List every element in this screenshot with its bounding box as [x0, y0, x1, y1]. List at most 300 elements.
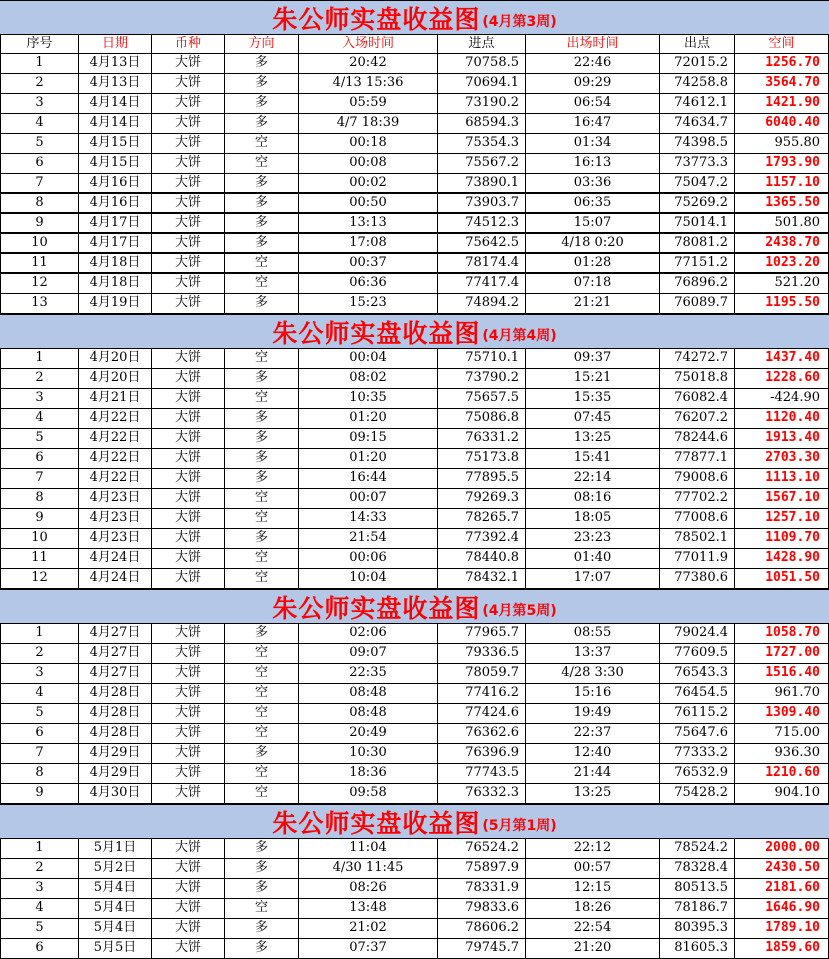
- table-row: [0, 54, 829, 74]
- col-exit-price: 77380.6: [660, 569, 735, 588]
- col-entry-time: 00:07: [299, 489, 438, 508]
- col-seq: 2: [0, 74, 79, 93]
- header-entry-time: 入场时间: [299, 35, 438, 53]
- section-banner: [0, 589, 829, 624]
- col-entry-time: 00:37: [299, 254, 438, 272]
- col-profit: 3564.70: [735, 74, 829, 93]
- col-profit: 1257.10: [735, 509, 829, 528]
- table-row: [0, 369, 829, 389]
- col-entry-price: 74512.3: [438, 214, 526, 232]
- col-entry-price: 68594.3: [438, 114, 526, 133]
- col-entry-price: 76524.2: [438, 839, 526, 858]
- col-exit-time: 22:54: [526, 919, 660, 938]
- col-direction: 空: [225, 509, 299, 528]
- col-profit: 1023.20: [735, 254, 829, 272]
- col-coin: 大饼: [152, 489, 225, 508]
- table-row: [0, 684, 829, 704]
- col-exit-price: 78524.2: [660, 839, 735, 858]
- col-exit-time: 21:20: [526, 939, 660, 958]
- col-seq: 7: [0, 469, 79, 488]
- col-profit: 521.20: [735, 274, 829, 293]
- col-exit-price: 77609.5: [660, 644, 735, 663]
- week-section: [0, 589, 829, 804]
- col-seq: 6: [0, 939, 79, 958]
- col-entry-time: 00:04: [299, 349, 438, 368]
- col-exit-price: 78081.2: [660, 234, 735, 252]
- col-entry-price: 74894.2: [438, 294, 526, 313]
- section-banner: [0, 804, 829, 839]
- col-seq: 3: [0, 389, 79, 408]
- col-entry-price: 77392.4: [438, 529, 526, 548]
- col-exit-price: 75014.1: [660, 214, 735, 232]
- col-exit-price: 78502.1: [660, 529, 735, 548]
- col-entry-time: 09:07: [299, 644, 438, 663]
- col-entry-time: 14:33: [299, 509, 438, 528]
- col-entry-time: 08:02: [299, 369, 438, 388]
- col-exit-time: 19:49: [526, 704, 660, 723]
- col-exit-price: 74634.7: [660, 114, 735, 133]
- col-direction: 多: [225, 74, 299, 93]
- col-coin: 大饼: [152, 389, 225, 408]
- col-coin: 大饼: [152, 74, 225, 93]
- col-profit: 1421.90: [735, 94, 829, 113]
- col-date: 4月23日: [79, 529, 152, 548]
- table-row: [0, 94, 829, 114]
- col-entry-time: 13:48: [299, 899, 438, 918]
- col-date: 4月30日: [79, 784, 152, 803]
- col-seq: 5: [0, 134, 79, 153]
- table-row: [0, 919, 829, 939]
- col-profit: 1567.10: [735, 489, 829, 508]
- table-row: [0, 704, 829, 724]
- header-date: 日期: [79, 35, 152, 53]
- col-exit-time: 4/18 0:20: [526, 234, 660, 252]
- col-seq: 5: [0, 919, 79, 938]
- col-entry-price: 75642.5: [438, 234, 526, 252]
- col-exit-time: 22:14: [526, 469, 660, 488]
- col-coin: 大饼: [152, 744, 225, 763]
- table-row: [0, 194, 829, 214]
- col-entry-price: 77424.6: [438, 704, 526, 723]
- col-exit-price: 77877.1: [660, 449, 735, 468]
- col-direction: 多: [225, 409, 299, 428]
- col-coin: 大饼: [152, 784, 225, 803]
- table-row: [0, 74, 829, 94]
- col-profit: 501.80: [735, 214, 829, 232]
- col-date: 4月17日: [79, 214, 152, 232]
- col-profit: 961.70: [735, 684, 829, 703]
- col-exit-price: 76089.7: [660, 294, 735, 313]
- col-seq: 6: [0, 724, 79, 743]
- col-entry-price: 77417.4: [438, 274, 526, 293]
- col-exit-time: 06:54: [526, 94, 660, 113]
- col-entry-time: 18:36: [299, 764, 438, 783]
- col-date: 4月18日: [79, 254, 152, 272]
- col-direction: 多: [225, 919, 299, 938]
- col-coin: 大饼: [152, 449, 225, 468]
- col-profit: 1913.40: [735, 429, 829, 448]
- col-entry-time: 13:13: [299, 214, 438, 232]
- header-profit: 空间: [735, 35, 829, 53]
- col-date: 4月19日: [79, 294, 152, 313]
- col-entry-time: 10:35: [299, 389, 438, 408]
- col-exit-time: 22:12: [526, 839, 660, 858]
- col-entry-time: 00:50: [299, 194, 438, 212]
- col-exit-price: 78244.6: [660, 429, 735, 448]
- header-dir: 方向: [225, 35, 299, 53]
- col-seq: 4: [0, 409, 79, 428]
- col-date: 5月2日: [79, 859, 152, 878]
- col-date: 4月22日: [79, 469, 152, 488]
- col-coin: 大饼: [152, 859, 225, 878]
- col-profit: 2430.50: [735, 859, 829, 878]
- table-row: [0, 624, 829, 644]
- col-exit-price: 77333.2: [660, 744, 735, 763]
- col-profit: 715.00: [735, 724, 829, 743]
- col-profit: 1058.70: [735, 624, 829, 643]
- section-subtitle: (4月第5周): [482, 602, 557, 619]
- table-row: [0, 114, 829, 134]
- col-direction: 空: [225, 154, 299, 173]
- col-entry-price: 78174.4: [438, 254, 526, 272]
- col-date: 5月4日: [79, 919, 152, 938]
- col-exit-price: 72015.2: [660, 54, 735, 73]
- table-row: [0, 254, 829, 274]
- col-profit: 955.80: [735, 134, 829, 153]
- col-profit: 1309.40: [735, 704, 829, 723]
- col-entry-price: 75086.8: [438, 409, 526, 428]
- col-direction: 多: [225, 369, 299, 388]
- col-date: 4月29日: [79, 744, 152, 763]
- col-exit-price: 79024.4: [660, 624, 735, 643]
- col-entry-price: 73890.1: [438, 174, 526, 192]
- col-exit-time: 13:37: [526, 644, 660, 663]
- col-entry-price: 73903.7: [438, 194, 526, 212]
- col-entry-price: 79833.6: [438, 899, 526, 918]
- table-row: [0, 274, 829, 294]
- col-exit-time: 22:37: [526, 724, 660, 743]
- col-coin: 大饼: [152, 529, 225, 548]
- col-exit-time: 21:21: [526, 294, 660, 313]
- col-profit: 1859.60: [735, 939, 829, 958]
- col-coin: 大饼: [152, 429, 225, 448]
- col-profit: 1051.50: [735, 569, 829, 588]
- col-exit-time: 13:25: [526, 784, 660, 803]
- col-entry-time: 21:54: [299, 529, 438, 548]
- col-entry-time: 00:08: [299, 154, 438, 173]
- table-row: [0, 294, 829, 314]
- col-coin: 大饼: [152, 644, 225, 663]
- col-direction: 多: [225, 744, 299, 763]
- col-profit: 1113.10: [735, 469, 829, 488]
- col-date: 4月28日: [79, 684, 152, 703]
- col-entry-price: 79745.7: [438, 939, 526, 958]
- col-direction: 多: [225, 294, 299, 313]
- header-coin: 币种: [152, 35, 225, 53]
- col-date: 5月4日: [79, 879, 152, 898]
- table-row: [0, 839, 829, 859]
- col-entry-price: 79336.5: [438, 644, 526, 663]
- col-date: 4月21日: [79, 389, 152, 408]
- col-profit: 2438.70: [735, 234, 829, 252]
- table-row: [0, 429, 829, 449]
- table-row: [0, 549, 829, 569]
- col-profit: 1228.60: [735, 369, 829, 388]
- col-coin: 大饼: [152, 294, 225, 313]
- col-seq: 4: [0, 114, 79, 133]
- week-section: [0, 0, 829, 314]
- col-exit-time: 15:35: [526, 389, 660, 408]
- col-entry-price: 75897.9: [438, 859, 526, 878]
- col-exit-price: 77008.6: [660, 509, 735, 528]
- table-row: [0, 469, 829, 489]
- col-entry-time: 4/30 11:45: [299, 859, 438, 878]
- table-row: [0, 509, 829, 529]
- col-entry-time: 20:49: [299, 724, 438, 743]
- col-exit-price: 76454.5: [660, 684, 735, 703]
- table-row: [0, 234, 829, 254]
- table-row: [0, 859, 829, 879]
- col-seq: 1: [0, 839, 79, 858]
- col-exit-time: 01:40: [526, 549, 660, 568]
- section-subtitle: (4月第4周): [482, 327, 557, 344]
- col-profit: 1365.50: [735, 194, 829, 212]
- col-date: 5月5日: [79, 939, 152, 958]
- col-exit-time: 15:41: [526, 449, 660, 468]
- col-exit-price: 75047.2: [660, 174, 735, 192]
- col-date: 4月24日: [79, 569, 152, 588]
- col-date: 4月14日: [79, 114, 152, 133]
- col-date: 4月27日: [79, 644, 152, 663]
- col-date: 4月24日: [79, 549, 152, 568]
- col-entry-price: 75657.5: [438, 389, 526, 408]
- col-seq: 11: [0, 254, 79, 272]
- col-exit-time: 06:35: [526, 194, 660, 212]
- col-seq: 10: [0, 529, 79, 548]
- col-coin: 大饼: [152, 569, 225, 588]
- col-exit-time: 08:16: [526, 489, 660, 508]
- table-row: [0, 569, 829, 589]
- col-profit: 1793.90: [735, 154, 829, 173]
- col-entry-price: 77965.7: [438, 624, 526, 643]
- col-seq: 12: [0, 569, 79, 588]
- col-exit-price: 74258.8: [660, 74, 735, 93]
- header-seq: 序号: [0, 35, 79, 53]
- col-entry-time: 01:20: [299, 449, 438, 468]
- col-direction: 多: [225, 529, 299, 548]
- col-profit: 2000.00: [735, 839, 829, 858]
- col-entry-time: 10:30: [299, 744, 438, 763]
- col-entry-price: 77743.5: [438, 764, 526, 783]
- col-exit-time: 07:18: [526, 274, 660, 293]
- col-coin: 大饼: [152, 234, 225, 252]
- col-entry-price: 73790.2: [438, 369, 526, 388]
- col-direction: 空: [225, 349, 299, 368]
- col-entry-time: 17:08: [299, 234, 438, 252]
- col-entry-time: 20:42: [299, 54, 438, 73]
- col-entry-time: 00:02: [299, 174, 438, 192]
- col-exit-time: 23:23: [526, 529, 660, 548]
- col-entry-time: 07:37: [299, 939, 438, 958]
- col-entry-price: 70758.5: [438, 54, 526, 73]
- col-date: 4月22日: [79, 429, 152, 448]
- col-coin: 大饼: [152, 899, 225, 918]
- col-coin: 大饼: [152, 369, 225, 388]
- col-entry-time: 21:02: [299, 919, 438, 938]
- col-profit: 1210.60: [735, 764, 829, 783]
- table-row: [0, 939, 829, 959]
- col-coin: 大饼: [152, 409, 225, 428]
- col-seq: 3: [0, 879, 79, 898]
- col-profit: 1120.40: [735, 409, 829, 428]
- col-date: 4月16日: [79, 194, 152, 212]
- table-row: [0, 784, 829, 804]
- col-direction: 空: [225, 569, 299, 588]
- col-profit: 1789.10: [735, 919, 829, 938]
- col-direction: 多: [225, 469, 299, 488]
- col-exit-price: 77702.2: [660, 489, 735, 508]
- col-coin: 大饼: [152, 724, 225, 743]
- col-seq: 13: [0, 294, 79, 313]
- col-direction: 多: [225, 54, 299, 73]
- col-exit-price: 74272.7: [660, 349, 735, 368]
- col-exit-time: 17:07: [526, 569, 660, 588]
- col-coin: 大饼: [152, 54, 225, 73]
- week-section: [0, 804, 829, 959]
- col-entry-time: 10:04: [299, 569, 438, 588]
- col-entry-price: 75567.2: [438, 154, 526, 173]
- col-exit-price: 76207.2: [660, 409, 735, 428]
- col-seq: 3: [0, 94, 79, 113]
- col-direction: 空: [225, 134, 299, 153]
- col-entry-time: 08:48: [299, 704, 438, 723]
- col-date: 4月22日: [79, 409, 152, 428]
- table-row: [0, 529, 829, 549]
- col-coin: 大饼: [152, 549, 225, 568]
- col-coin: 大饼: [152, 114, 225, 133]
- col-entry-time: 09:15: [299, 429, 438, 448]
- section-subtitle: (4月第3周): [482, 13, 557, 30]
- col-seq: 3: [0, 664, 79, 683]
- col-exit-time: 13:25: [526, 429, 660, 448]
- col-date: 5月1日: [79, 839, 152, 858]
- col-exit-time: 18:26: [526, 899, 660, 918]
- col-direction: 空: [225, 724, 299, 743]
- col-coin: 大饼: [152, 509, 225, 528]
- col-coin: 大饼: [152, 624, 225, 643]
- col-profit: 2703.30: [735, 449, 829, 468]
- col-exit-time: 12:40: [526, 744, 660, 763]
- col-coin: 大饼: [152, 134, 225, 153]
- col-profit: 2181.60: [735, 879, 829, 898]
- col-exit-price: 78186.7: [660, 899, 735, 918]
- col-seq: 11: [0, 549, 79, 568]
- col-seq: 2: [0, 859, 79, 878]
- col-coin: 大饼: [152, 349, 225, 368]
- col-seq: 8: [0, 194, 79, 212]
- section-banner: [0, 0, 829, 35]
- col-seq: 8: [0, 764, 79, 783]
- col-direction: 空: [225, 489, 299, 508]
- col-profit: 6040.40: [735, 114, 829, 133]
- col-coin: 大饼: [152, 254, 225, 272]
- col-entry-price: 75710.1: [438, 349, 526, 368]
- col-exit-price: 75018.8: [660, 369, 735, 388]
- col-exit-time: 22:46: [526, 54, 660, 73]
- col-exit-price: 76115.2: [660, 704, 735, 723]
- col-entry-price: 77416.2: [438, 684, 526, 703]
- table-row: [0, 409, 829, 429]
- col-seq: 7: [0, 744, 79, 763]
- col-coin: 大饼: [152, 214, 225, 232]
- col-exit-time: 03:36: [526, 174, 660, 192]
- col-exit-price: 74612.1: [660, 94, 735, 113]
- col-direction: 空: [225, 684, 299, 703]
- col-direction: 多: [225, 114, 299, 133]
- header-exit: 出点: [660, 35, 735, 53]
- table-row: [0, 154, 829, 174]
- col-entry-time: 01:20: [299, 409, 438, 428]
- col-exit-price: 73773.3: [660, 154, 735, 173]
- col-date: 4月15日: [79, 134, 152, 153]
- col-exit-time: 15:16: [526, 684, 660, 703]
- col-profit: 1437.40: [735, 349, 829, 368]
- section-subtitle: (5月第1周): [482, 817, 557, 834]
- col-exit-price: 80513.5: [660, 879, 735, 898]
- col-direction: 多: [225, 234, 299, 252]
- col-date: 4月28日: [79, 724, 152, 743]
- col-profit: 936.30: [735, 744, 829, 763]
- col-profit: 1109.70: [735, 529, 829, 548]
- col-direction: 空: [225, 254, 299, 272]
- col-entry-price: 76362.6: [438, 724, 526, 743]
- col-coin: 大饼: [152, 469, 225, 488]
- col-seq: 6: [0, 154, 79, 173]
- col-exit-time: 18:05: [526, 509, 660, 528]
- col-coin: 大饼: [152, 704, 225, 723]
- col-coin: 大饼: [152, 684, 225, 703]
- col-exit-price: 79008.6: [660, 469, 735, 488]
- col-exit-time: 08:55: [526, 624, 660, 643]
- col-exit-price: 80395.3: [660, 919, 735, 938]
- col-coin: 大饼: [152, 879, 225, 898]
- col-profit: 1157.10: [735, 174, 829, 192]
- col-direction: 空: [225, 274, 299, 293]
- col-coin: 大饼: [152, 939, 225, 958]
- col-exit-price: 76896.2: [660, 274, 735, 293]
- section-title: 朱公师实盘收益图: [272, 808, 481, 838]
- col-seq: 6: [0, 449, 79, 468]
- table-row: [0, 389, 829, 409]
- col-exit-price: 81605.3: [660, 939, 735, 958]
- col-seq: 5: [0, 704, 79, 723]
- col-entry-price: 75354.3: [438, 134, 526, 153]
- col-date: 4月16日: [79, 174, 152, 192]
- col-seq: 4: [0, 899, 79, 918]
- table-row: [0, 744, 829, 764]
- col-seq: 4: [0, 684, 79, 703]
- col-entry-price: 70694.1: [438, 74, 526, 93]
- col-profit: 1195.50: [735, 294, 829, 313]
- col-seq: 10: [0, 234, 79, 252]
- col-coin: 大饼: [152, 919, 225, 938]
- col-entry-price: 78265.7: [438, 509, 526, 528]
- col-direction: 多: [225, 449, 299, 468]
- col-exit-price: 77011.9: [660, 549, 735, 568]
- col-date: 4月13日: [79, 74, 152, 93]
- col-exit-price: 77151.2: [660, 254, 735, 272]
- col-direction: 空: [225, 389, 299, 408]
